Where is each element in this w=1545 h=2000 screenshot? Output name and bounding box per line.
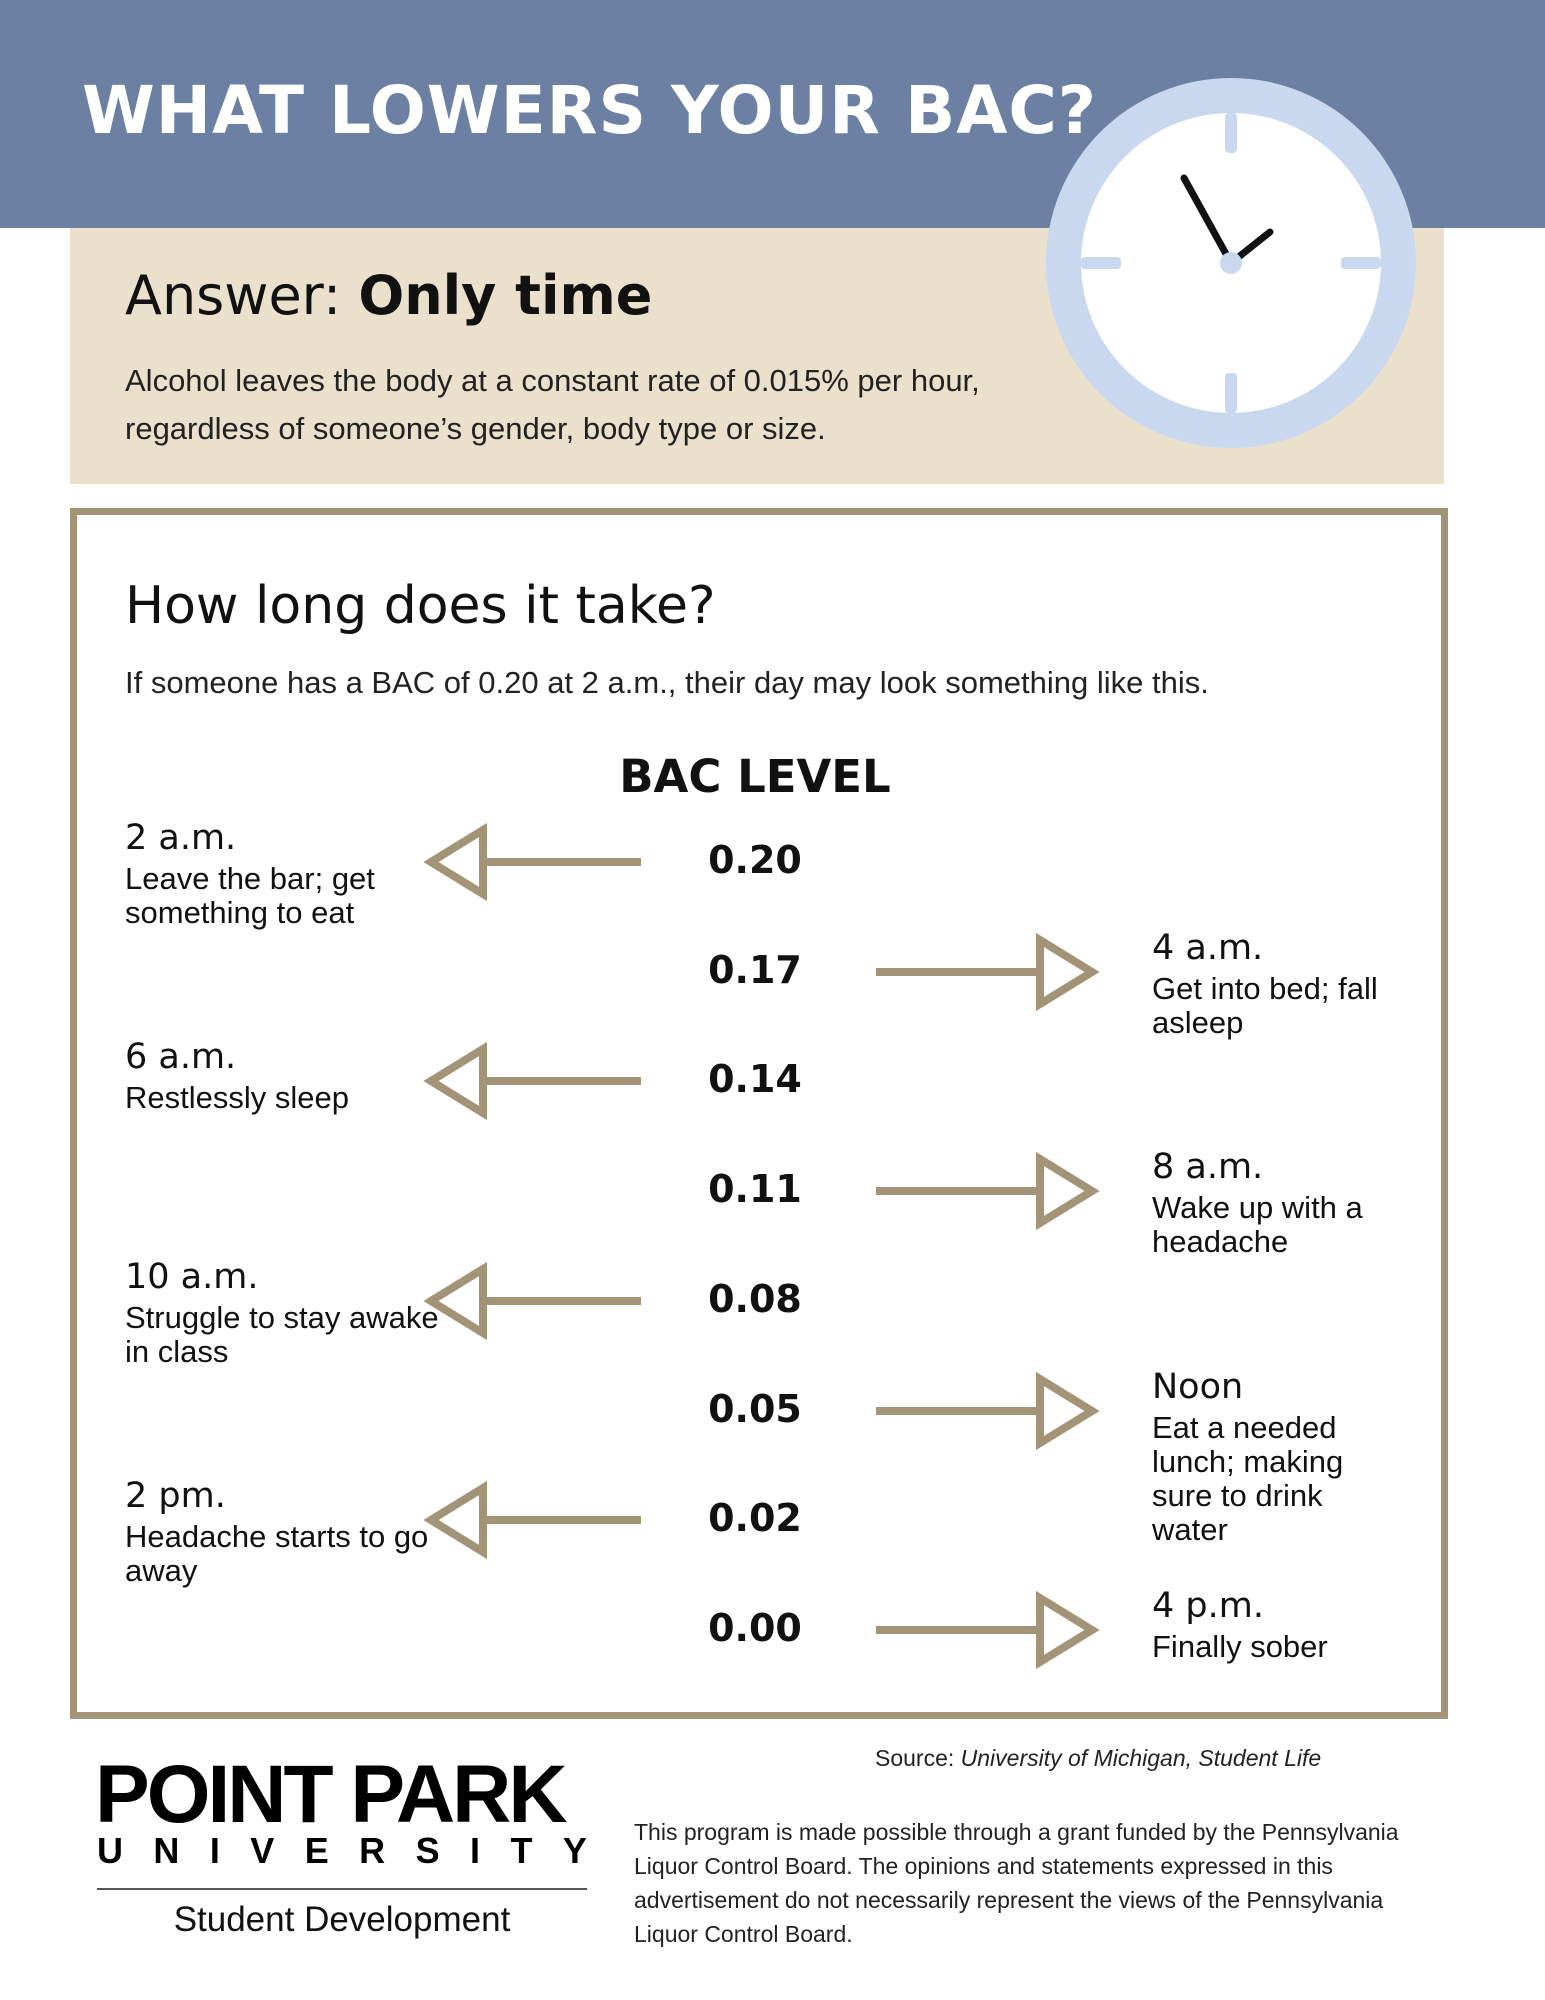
event-time: 8 a.m.	[1152, 1147, 1264, 1187]
arrow-right-icon	[872, 1151, 1102, 1231]
event-time: 10 a.m.	[125, 1257, 259, 1297]
page-title: WHAT LOWERS YOUR BAC?	[82, 72, 1098, 149]
logo-wordmark: POINT PARK	[95, 1749, 565, 1840]
event-description: Headache starts to go away	[125, 1519, 429, 1588]
bac-value: 0.14	[708, 1057, 802, 1101]
logo-divider	[97, 1888, 587, 1890]
answer-prefix: Answer:	[125, 264, 342, 327]
logo-subtitle	[97, 1830, 587, 1872]
arrow-left-icon	[423, 1480, 653, 1560]
event-description: Restlessly sleep	[125, 1080, 349, 1115]
arrow-right-icon	[872, 1590, 1102, 1670]
event-description: Wake up with a headache	[1152, 1190, 1363, 1259]
logo-letter: T	[510, 1830, 533, 1871]
logo-letter: U	[97, 1830, 123, 1871]
bac-value: 0.17	[708, 948, 802, 992]
answer-value: Only time	[358, 264, 653, 327]
arrow-left-icon	[423, 1261, 653, 1341]
timeline-title: How long does it take?	[125, 576, 716, 636]
logo-letter: Y	[562, 1830, 587, 1871]
bac-value: 0.20	[708, 838, 802, 882]
timeline-event	[1152, 926, 1382, 1040]
bac-value: 0.05	[708, 1387, 802, 1431]
answer-description: Alcohol leaves the body at a constant rate of 0.015% per hour, regardless of someone’s gender, body type or size.	[125, 363, 980, 446]
arrow-right-icon	[872, 1371, 1102, 1451]
source-citation	[875, 1745, 1321, 1772]
event-time: 4 a.m.	[1152, 928, 1264, 968]
timeline-event	[125, 1255, 445, 1369]
arrow-left-icon	[423, 822, 653, 902]
event-time: 2 pm.	[125, 1476, 226, 1516]
timeline-event	[125, 1035, 445, 1115]
event-description: Get into bed; fall asleep	[1152, 971, 1378, 1040]
arrow-left-icon	[423, 1041, 653, 1121]
clock-icon	[1046, 78, 1416, 448]
bac-value: 0.02	[708, 1496, 802, 1540]
event-time: Noon	[1152, 1367, 1244, 1407]
logo-letter: N	[153, 1830, 180, 1871]
event-time: 6 a.m.	[125, 1037, 237, 1077]
department-label: Student Development	[173, 1900, 511, 1939]
logo-letter: V	[250, 1830, 275, 1871]
source-label: Source:	[875, 1745, 955, 1771]
logo-letter: E	[304, 1830, 329, 1871]
event-time: 4 p.m.	[1152, 1586, 1264, 1626]
bac-value: 0.11	[708, 1167, 802, 1211]
event-description: Leave the bar; get something to eat	[125, 861, 375, 930]
timeline-subtitle: If someone has a BAC of 0.20 at 2 a.m., their day may look something like this.	[125, 665, 1209, 700]
timeline-event	[1152, 1145, 1382, 1259]
logo-letter: I	[209, 1830, 220, 1871]
logo-letter: R	[359, 1830, 386, 1871]
answer-line	[125, 264, 652, 327]
logo-letter: S	[415, 1830, 440, 1871]
timeline-event	[125, 1474, 445, 1588]
event-description: Eat a needed lunch; making sure to drink water	[1152, 1410, 1344, 1547]
bac-value: 0.00	[708, 1606, 802, 1650]
timeline-event	[125, 816, 445, 930]
bac-value: 0.08	[708, 1277, 802, 1321]
disclaimer: This program is made possible through a grant funded by the Pennsylvania Liquor Control Board. The opinions and statements expressed in this advertisement do not necessarily represent the views of the Pennsylvania Liquor Control Board.	[634, 1819, 1399, 1947]
bac-level-heading: BAC LEVEL	[619, 750, 891, 803]
timeline-event	[1152, 1584, 1382, 1664]
event-description: Finally sober	[1152, 1629, 1328, 1664]
source-value: University of Michigan, Student Life	[960, 1745, 1322, 1771]
logo-letter: I	[470, 1830, 481, 1871]
timeline-event	[1152, 1365, 1382, 1547]
arrow-right-icon	[872, 932, 1102, 1012]
event-time: 2 a.m.	[125, 818, 237, 858]
event-description: Struggle to stay awake in class	[125, 1300, 439, 1369]
